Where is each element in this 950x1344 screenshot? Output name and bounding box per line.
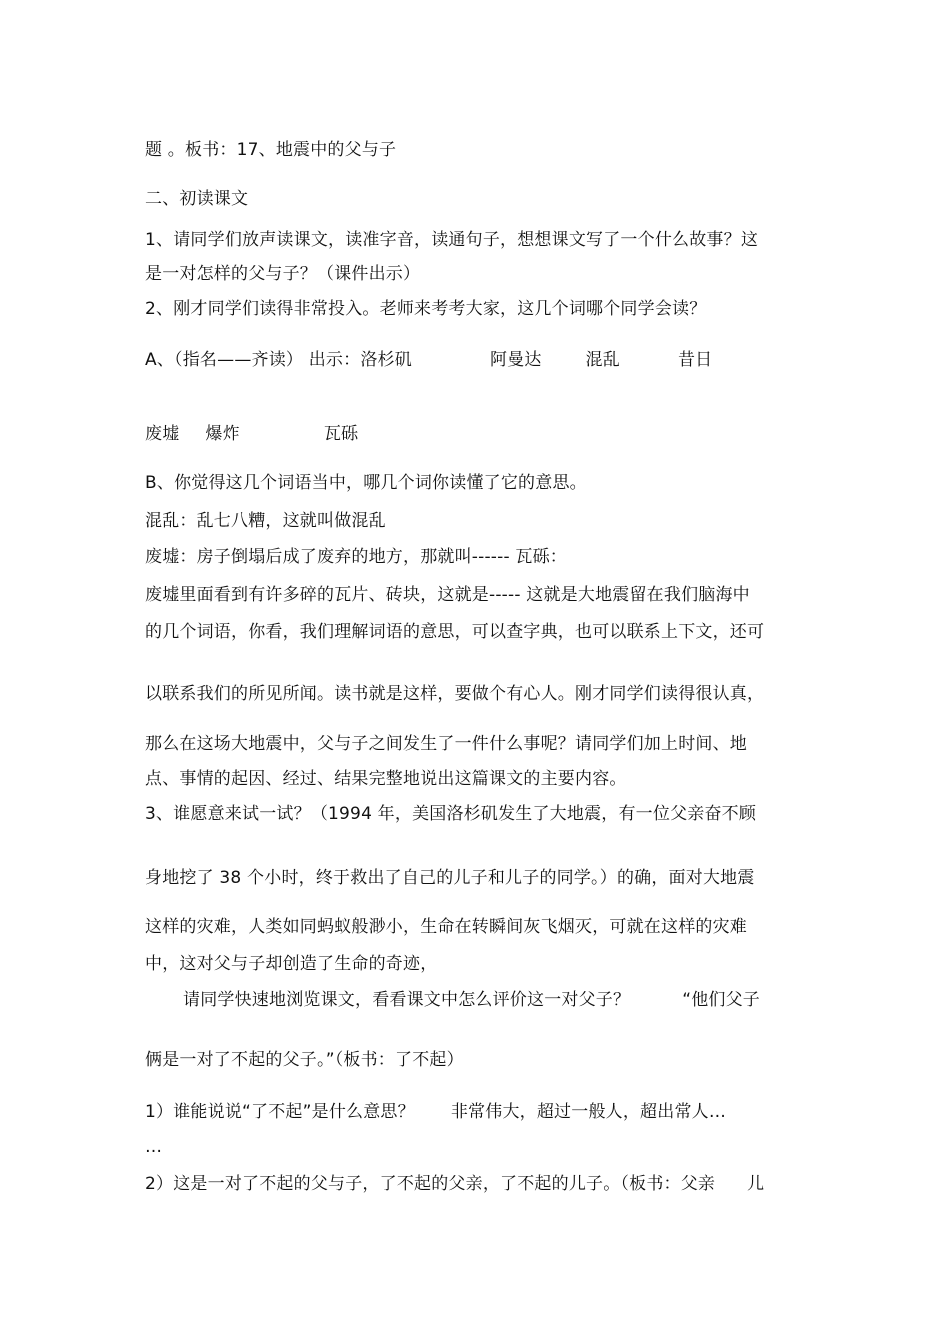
text-line: 中，这对父与子却创造了生命的奇迹， (145, 954, 438, 974)
text-line: … (145, 1137, 163, 1157)
word-item: 阿曼达 (489, 350, 542, 370)
text-line: 1、请同学们放声读课文，读准字音，读通句子，想想课文写了一个什么故事？这 (145, 230, 759, 250)
word-list-line (145, 349, 712, 371)
word-list-line (145, 423, 358, 445)
text-line: 以联系我们的所见所闻。读书就是这样，要做个有心人。刚才同学们读得很认真， (145, 684, 765, 704)
text-line: 2）这是一对了不起的父与子，了不起的父亲，了不起的儿子。（板书：父亲 儿 (145, 1174, 765, 1194)
word-item: 混乱 (585, 350, 620, 370)
text-line: 身地挖了 38 个小时，终于救出了自己的儿子和儿子的同学。）的确，面对大地震 (145, 868, 755, 888)
text-line: B、你觉得这几个词语当中，哪几个词你读懂了它的意思。 (145, 473, 587, 493)
word-item: 昔日 (677, 350, 713, 370)
text-line: 是一对怎样的父与子？（课件出示） (145, 264, 421, 284)
text-line: 废墟里面看到有许多碎的瓦片、砖块，这就是----- 这就是大地震留在我们脑海中 (145, 585, 750, 605)
text-line: 的几个词语，你看，我们理解词语的意思，可以查字典，也可以联系上下文，还可 (145, 622, 765, 642)
word-list-prompt: A、（指名——齐读） 出示：洛杉矶 (145, 350, 412, 370)
text-line: 1）谁能说说“了不起”是什么意思？ 非常伟大，超过一般人，超出常人… (145, 1102, 727, 1122)
text-line: 混乱：乱七八糟，这就叫做混乱 (145, 511, 386, 531)
text-line: 那么在这场大地震中，父与子之间发生了一件什么事呢？请同学们加上时间、地 (145, 734, 747, 754)
text-line: 3、谁愿意来试一试？（1994 年，美国洛杉矶发生了大地震，有一位父亲奋不顾 (145, 804, 757, 824)
text-line: 2、刚才同学们读得非常投入。老师来考考大家，这几个词哪个同学会读？ (145, 299, 707, 319)
text-line: 请同学快速地浏览课文，看看课文中怎么评价这一对父子？ “他们父子 (183, 990, 761, 1010)
word-item: 废墟 (145, 424, 180, 444)
section-heading: 二、初读课文 (145, 189, 249, 209)
text-line: 这样的灾难，人类如同蚂蚁般渺小，生命在转瞬间灰飞烟灭，可就在这样的灾难 (145, 917, 747, 937)
text-line: 点、事情的起因、经过、结果完整地说出这篇课文的主要内容。 (145, 769, 627, 789)
text-line: 俩是一对了不起的父子。”（板书：了不起） (145, 1050, 464, 1070)
text-line: 废墟：房子倒塌后成了废弃的地方，那就叫------ 瓦砾： (145, 547, 568, 567)
text-line: 题 。板书：17、地震中的父与子 (145, 140, 397, 160)
word-item: 爆炸 (205, 424, 240, 444)
word-item: 瓦砾 (323, 424, 359, 444)
